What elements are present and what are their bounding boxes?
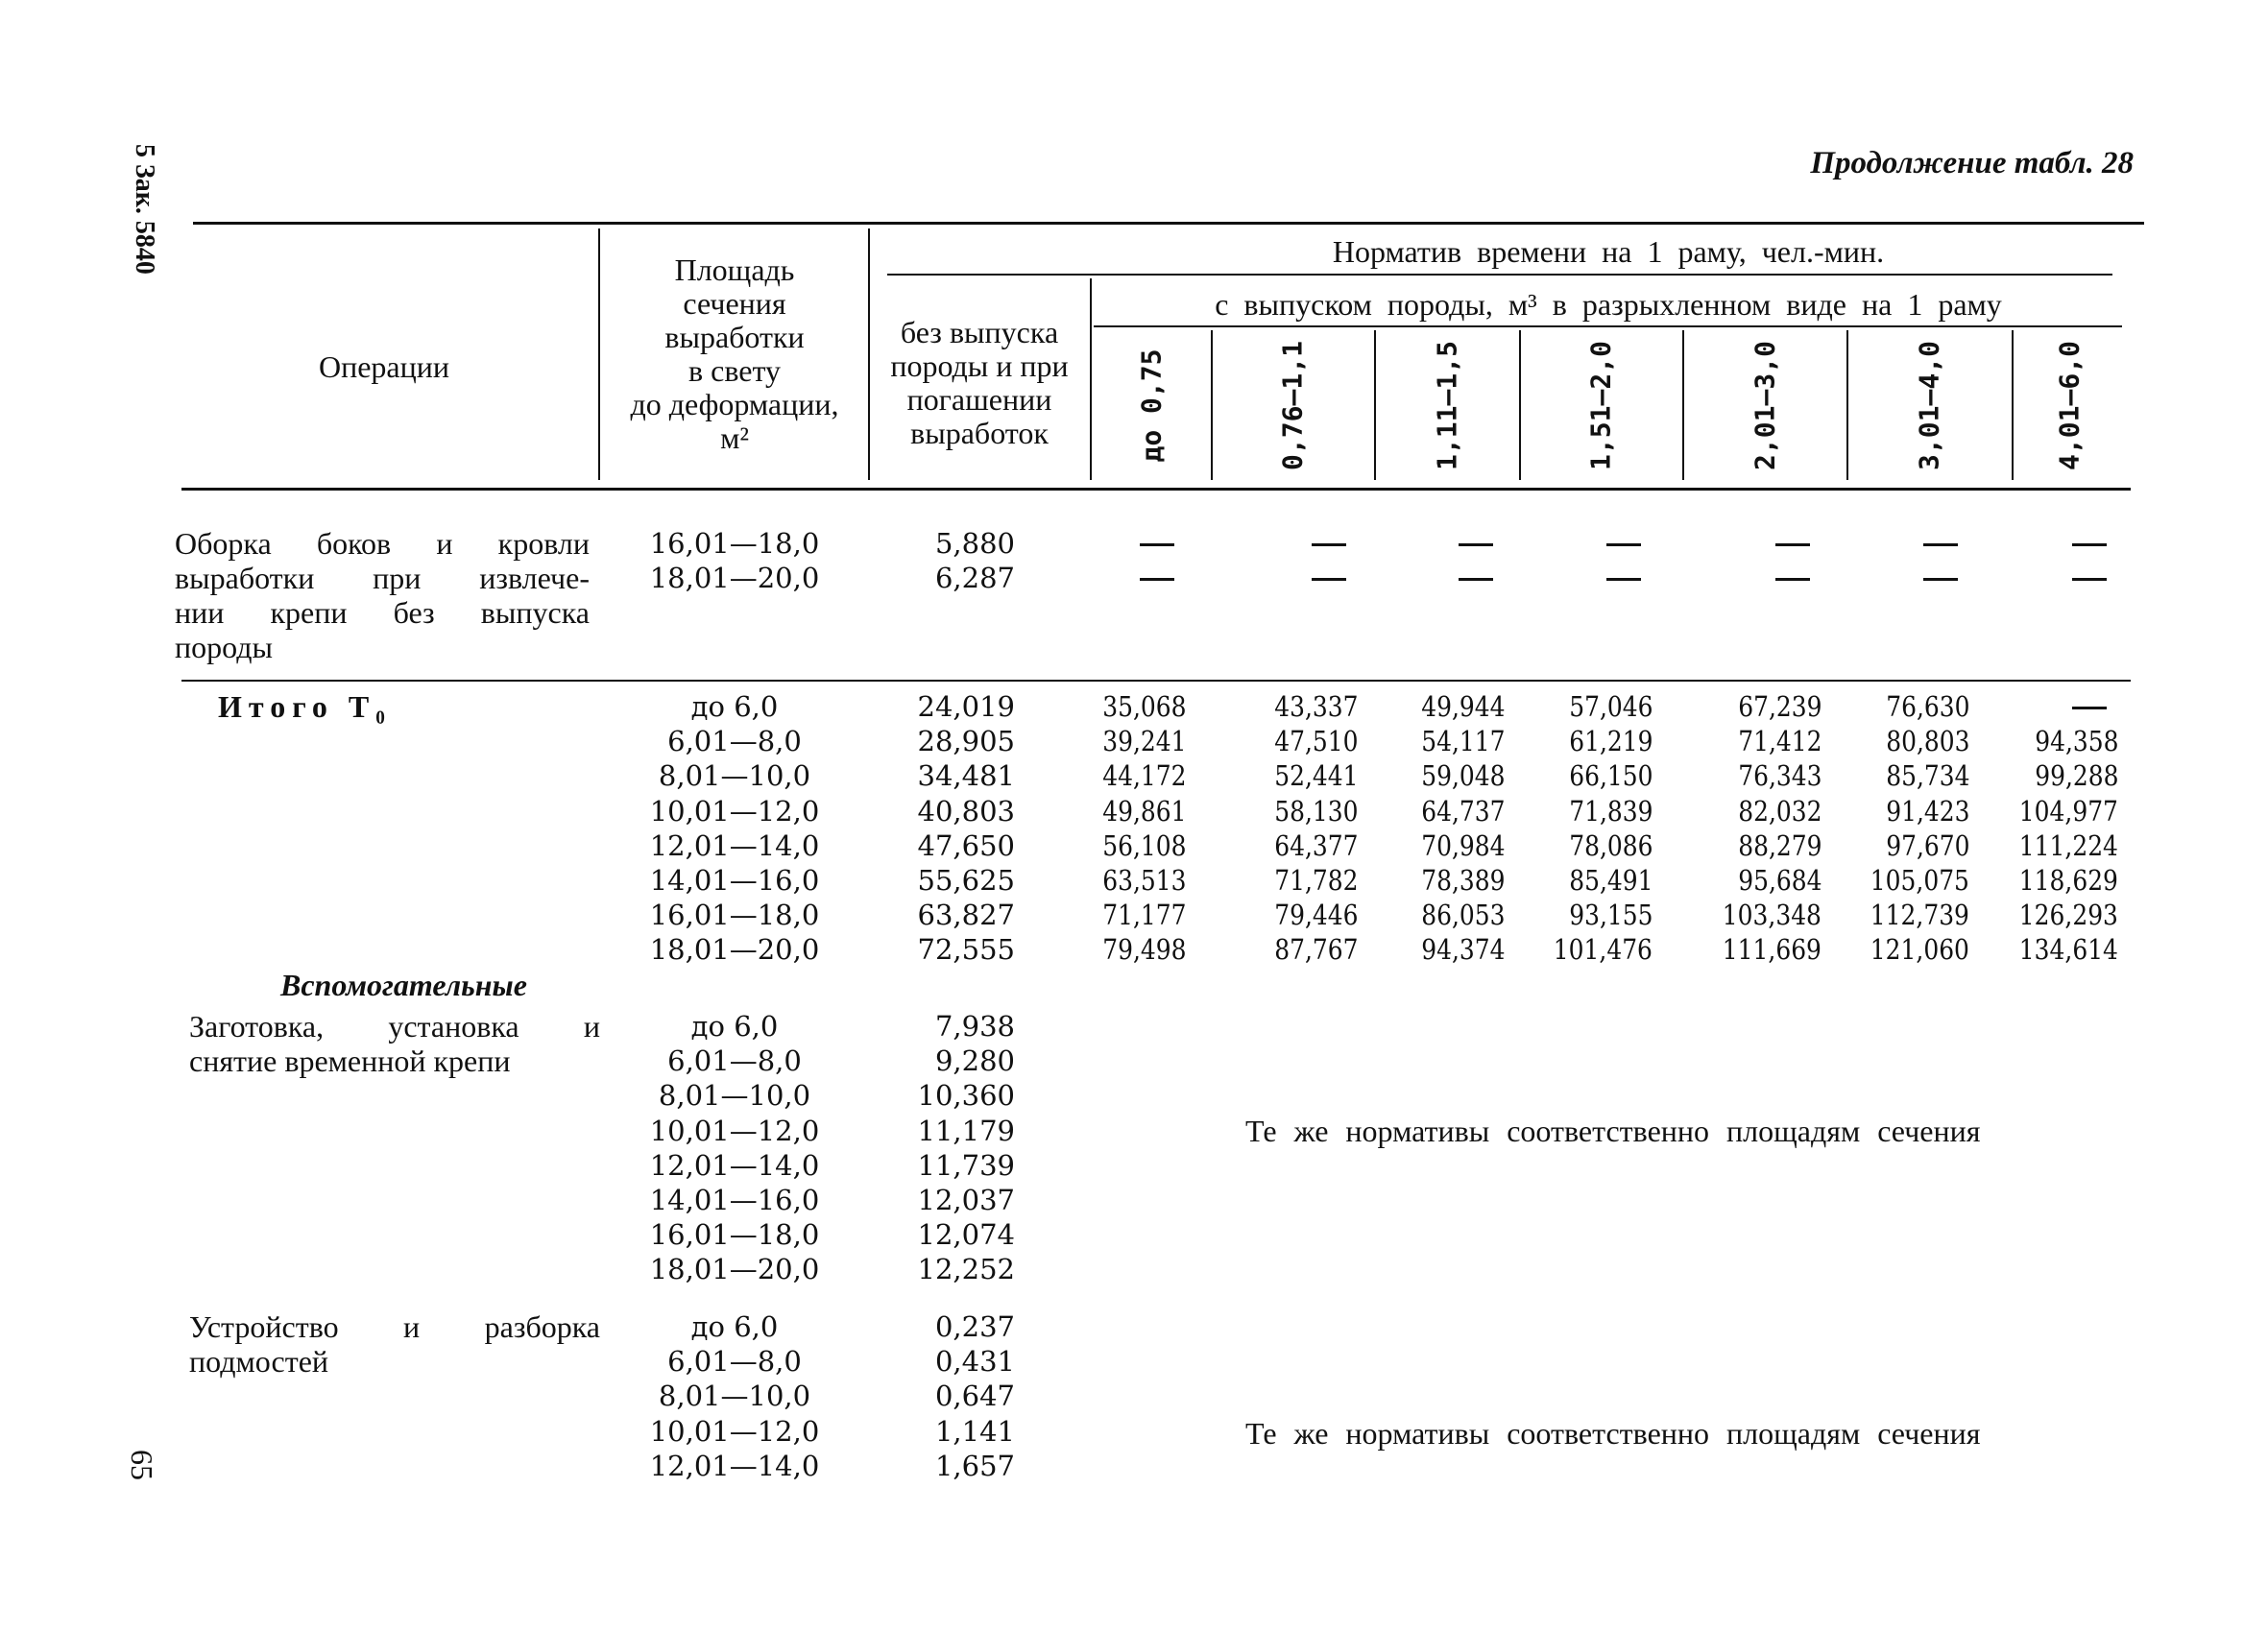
norm-value: 63,513: [1101, 864, 1186, 897]
header-area-line: сечения: [683, 286, 786, 321]
norm-value: 39,241: [1101, 725, 1186, 758]
operation-label: Итого T₀: [218, 689, 392, 724]
area-range: 10,01—12,0: [649, 1414, 820, 1448]
header-no-release-line: погашении: [906, 382, 1052, 417]
norm-value: 79,446: [1273, 899, 1358, 932]
norm-value: 64,737: [1420, 794, 1505, 828]
area-range: 18,01—20,0: [649, 933, 820, 967]
base-value: 24,019: [917, 690, 1015, 723]
norm-value: 85,734: [1885, 759, 1969, 793]
norm-value: 76,343: [1737, 759, 1822, 793]
base-value: 40,803: [917, 794, 1015, 828]
base-value: 28,905: [917, 725, 1015, 758]
base-value: 12,037: [917, 1184, 1015, 1216]
norm-value: 35,068: [1101, 690, 1186, 723]
header-norm-title: Норматив времени на 1 раму, чел.-мин.: [1332, 234, 1885, 269]
base-value: 72,555: [917, 933, 1015, 967]
base-value: 0,237: [934, 1310, 1015, 1343]
dash-empty-value: [2072, 543, 2107, 546]
norm-value: 44,172: [1101, 759, 1186, 793]
dash-empty-value: [1775, 543, 1810, 546]
norm-value: 79,498: [1101, 933, 1186, 967]
operation-label: снятие временной крепи: [189, 1044, 511, 1078]
header-operations: Операции: [318, 349, 449, 384]
norm-value: 49,861: [1101, 794, 1186, 828]
col-divider: [1682, 330, 1684, 480]
norm-value: 61,219: [1568, 725, 1653, 758]
header-no-release-line: породы и при: [890, 348, 1069, 383]
norm-value: 112,739: [1870, 899, 1969, 932]
area-range: 18,01—20,0: [649, 1253, 820, 1286]
area-range: 12,01—14,0: [649, 1449, 820, 1482]
area-range: до 6,0: [690, 690, 779, 723]
norm-value: 88,279: [1737, 828, 1822, 862]
col-divider: [1846, 330, 1848, 480]
base-value: 0,431: [934, 1345, 1015, 1379]
base-value: 0,647: [934, 1380, 1015, 1413]
norm-value: 71,782: [1273, 864, 1358, 897]
note-same-norms: Те же нормативы соответственно площадям сечения: [1245, 1416, 1981, 1451]
dash-empty-value: [1775, 578, 1810, 581]
norm-value: 99,288: [2034, 759, 2118, 793]
norm-value: 59,048: [1420, 759, 1505, 793]
norm-value: 111,224: [2018, 828, 2118, 862]
page-number: 65: [125, 1450, 159, 1480]
col-divider: [598, 228, 600, 480]
norm-value: 82,032: [1737, 794, 1822, 828]
dash-empty-value: [1459, 543, 1493, 546]
section-rule: [181, 680, 2131, 682]
norm-value: 67,239: [1737, 690, 1822, 723]
area-range: 10,01—12,0: [649, 1114, 820, 1147]
norm-value: 97,670: [1885, 828, 1969, 862]
col-divider: [1519, 330, 1521, 480]
area-range: 8,01—10,0: [658, 759, 811, 793]
norm-value: 56,108: [1101, 828, 1186, 862]
norm-value: 101,476: [1553, 933, 1653, 967]
dash-empty-value: [2072, 707, 2107, 709]
norm-value: 85,491: [1568, 864, 1653, 897]
area-range: 12,01—14,0: [649, 828, 820, 862]
header-release-column: до 0,75: [1135, 348, 1167, 463]
norm-value: 58,130: [1273, 794, 1358, 828]
dash-empty-value: [1606, 543, 1641, 546]
header-area: [601, 253, 868, 455]
base-value: 1,141: [934, 1414, 1015, 1448]
norm-value: 93,155: [1568, 899, 1653, 932]
base-value: 11,739: [917, 1148, 1015, 1182]
base-value: 55,625: [917, 864, 1015, 897]
base-value: 5,880: [934, 527, 1015, 560]
note-same-norms: Те же нормативы соответственно площадям сечения: [1245, 1114, 1981, 1148]
base-value: 11,179: [917, 1114, 1015, 1147]
header-release-column: 0,76—1,1: [1276, 341, 1309, 470]
dash-empty-value: [1459, 578, 1493, 581]
header-release-column: 1,51—2,0: [1584, 341, 1617, 470]
area-range: 8,01—10,0: [658, 1380, 811, 1413]
col-divider: [1211, 330, 1213, 480]
header-release-title: с выпуском породы, м³ в разрыхленном виде на 1 раму: [1215, 287, 2002, 322]
col-divider: [1090, 278, 1092, 480]
norm-value: 78,086: [1568, 828, 1653, 862]
norm-value: 95,684: [1737, 864, 1822, 897]
norm-value: 43,337: [1273, 690, 1358, 723]
area-range: 16,01—18,0: [649, 1218, 820, 1252]
dash-empty-value: [1312, 578, 1346, 581]
norm-value: 118,629: [2018, 864, 2118, 897]
norm-value: 91,423: [1885, 794, 1969, 828]
norm-value: 71,177: [1101, 899, 1186, 932]
area-range: 6,01—8,0: [667, 1345, 802, 1379]
operation-label: нии крепи без выпуска: [175, 595, 590, 630]
norm-value: 105,075: [1870, 864, 1969, 897]
norm-value: 71,839: [1568, 794, 1653, 828]
area-range: 8,01—10,0: [658, 1079, 811, 1113]
norm-title-rule: [887, 274, 2112, 276]
section-title: Вспомогательные: [280, 968, 527, 1002]
operation-label: Заготовка, установка и: [189, 1009, 600, 1044]
header-no-release: [870, 316, 1089, 450]
base-value: 63,827: [917, 899, 1015, 932]
area-range: 18,01—20,0: [649, 562, 820, 595]
norm-value: 126,293: [2018, 899, 2118, 932]
norm-value: 104,977: [2018, 794, 2118, 828]
top-rule: [193, 222, 2144, 225]
norm-value: 57,046: [1568, 690, 1653, 723]
norm-value: 111,669: [1722, 933, 1822, 967]
base-value: 1,657: [934, 1449, 1015, 1482]
header-area-line: выработки: [664, 320, 805, 354]
dash-empty-value: [1140, 543, 1174, 546]
operation-label: породы: [175, 630, 273, 664]
norm-value: 52,441: [1273, 759, 1358, 793]
base-value: 34,481: [917, 759, 1015, 793]
norm-value: 76,630: [1885, 690, 1969, 723]
operation-label: Устройство и разборка: [189, 1309, 600, 1344]
area-range: 6,01—8,0: [667, 1044, 802, 1078]
norm-value: 86,053: [1420, 899, 1505, 932]
base-value: 9,280: [934, 1044, 1015, 1078]
header-no-release-line: выработок: [910, 416, 1049, 450]
norm-value: 103,348: [1722, 899, 1822, 932]
base-value: 6,287: [934, 562, 1015, 595]
norm-value: 70,984: [1420, 828, 1505, 862]
header-no-release-line: без выпуска: [900, 315, 1059, 349]
base-value: 7,938: [934, 1010, 1015, 1043]
header-release-column: 3,01—4,0: [1913, 341, 1945, 470]
norm-value: 94,358: [2034, 725, 2118, 758]
norm-value: 134,614: [2018, 933, 2118, 967]
margin-order-number: 5 Зак. 5840: [130, 144, 159, 275]
operation-label: подмостей: [189, 1344, 329, 1379]
dash-empty-value: [2072, 578, 2107, 581]
header-release-column: 1,11—1,5: [1431, 341, 1462, 470]
dash-empty-value: [1923, 543, 1958, 546]
base-value: 12,252: [917, 1253, 1015, 1286]
table-caption: Продолжение табл. 28: [1810, 146, 2134, 180]
dash-empty-value: [1606, 578, 1641, 581]
base-value: 47,650: [917, 828, 1015, 862]
header-area-line: Площадь: [674, 252, 795, 287]
area-range: 10,01—12,0: [649, 794, 820, 828]
header-release-column: 4,01—6,0: [2053, 341, 2086, 470]
base-value: 12,074: [917, 1218, 1015, 1252]
base-value: 10,360: [917, 1079, 1015, 1113]
area-range: до 6,0: [690, 1010, 779, 1043]
dash-empty-value: [1312, 543, 1346, 546]
norm-value: 78,389: [1420, 864, 1505, 897]
norm-value: 71,412: [1737, 725, 1822, 758]
norm-value: 49,944: [1420, 690, 1505, 723]
norm-value: 54,117: [1420, 725, 1505, 758]
col-divider: [2012, 330, 2014, 480]
area-range: 12,01—14,0: [649, 1148, 820, 1182]
operation-label: выработки при извлече-: [175, 561, 590, 595]
norm-value: 121,060: [1870, 933, 1969, 967]
norm-value: 94,374: [1420, 933, 1505, 967]
area-range: 14,01—16,0: [649, 864, 820, 897]
area-range: 6,01—8,0: [667, 725, 802, 758]
norm-value: 47,510: [1273, 725, 1358, 758]
dash-empty-value: [1140, 578, 1174, 581]
norm-value: 66,150: [1568, 759, 1653, 793]
area-range: 16,01—18,0: [649, 527, 820, 560]
header-area-line: м²: [720, 420, 749, 455]
area-range: до 6,0: [690, 1310, 779, 1343]
norm-value: 64,377: [1273, 828, 1358, 862]
header-area-line: в свету: [688, 353, 781, 388]
norm-value: 87,767: [1273, 933, 1358, 967]
header-area-line: до деформации,: [630, 387, 839, 421]
area-range: 14,01—16,0: [649, 1184, 820, 1216]
operation-label: Оборка боков и кровли: [175, 526, 590, 561]
header-release-column: 2,01—3,0: [1749, 341, 1780, 470]
norm-value: 80,803: [1885, 725, 1969, 758]
dash-empty-value: [1923, 578, 1958, 581]
area-range: 16,01—18,0: [649, 899, 820, 932]
col-divider: [1374, 330, 1376, 480]
